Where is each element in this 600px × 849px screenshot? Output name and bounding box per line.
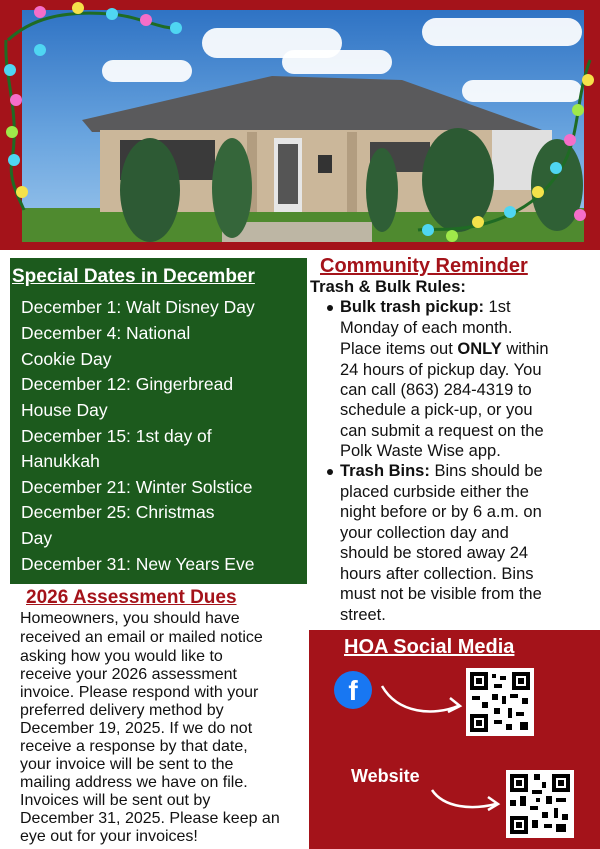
- date-line: House Day: [21, 400, 108, 420]
- bins-rule-line: must not be visible from the: [340, 585, 542, 603]
- bullet-icon: [327, 305, 333, 311]
- facebook-qr-code[interactable]: [466, 668, 534, 736]
- bins-rule-line: hours after collection. Bins: [340, 565, 534, 583]
- bulk-rule-line: can call (863) 284-4319 to: [340, 381, 532, 399]
- date-line: December 21: Winter Solstice: [21, 477, 253, 497]
- bins-rule-line: placed curbside either the: [340, 483, 529, 501]
- assessment-line: Invoices will be sent out by: [20, 792, 211, 809]
- assessment-line: asking how you would like to: [20, 648, 223, 665]
- holiday-lights: [0, 0, 600, 250]
- assessment-line: receive a response by that date,: [20, 738, 248, 755]
- assessment-line: preferred delivery method by: [20, 702, 224, 719]
- assessment-title: 2026 Assessment Dues: [26, 587, 237, 608]
- date-line: December 15: 1st day of: [21, 426, 212, 446]
- assessment-line: invoice. Please respond with your: [20, 684, 259, 701]
- bins-rule-line: Trash Bins: Bins should be: [340, 462, 543, 480]
- header-banner: [0, 0, 600, 250]
- social-media-title: HOA Social Media: [344, 636, 515, 658]
- bulk-rule-line: can submit a request on the: [340, 422, 544, 440]
- trash-bulk-subtitle: Trash & Bulk Rules:: [310, 278, 466, 296]
- website-qr-code[interactable]: [506, 770, 574, 838]
- date-line: Cookie Day: [21, 349, 112, 369]
- assessment-line: eye out for your invoices!: [20, 828, 198, 845]
- assessment-line: your invoice will be sent to the: [20, 756, 234, 773]
- website-label: Website: [351, 766, 420, 786]
- date-line: December 4: National: [21, 323, 191, 343]
- bulk-rule-line: Place items out ONLY within: [340, 340, 549, 358]
- bulk-rule-line: schedule a pick-up, or you: [340, 401, 533, 419]
- date-line: Day: [21, 528, 53, 548]
- community-reminder-title: Community Reminder: [320, 255, 528, 277]
- arrow-icon: [378, 680, 468, 720]
- arrow-icon: [428, 786, 508, 816]
- assessment-line: December 19, 2025. If we do not: [20, 720, 253, 737]
- bins-rule-line: your collection day and: [340, 524, 509, 542]
- bulk-rule-line: Monday of each month.: [340, 319, 513, 337]
- date-line: December 12: Gingerbread: [21, 374, 234, 394]
- date-line: December 1: Walt Disney Day: [21, 297, 255, 317]
- bulk-rule-line: Polk Waste Wise app.: [340, 442, 501, 460]
- special-dates-title: Special Dates in December: [12, 266, 255, 287]
- bins-rule-line: night before or by 6 a.m. on: [340, 503, 542, 521]
- date-line: December 31: New Years Eve: [21, 554, 255, 574]
- bulk-rule-line: Bulk trash pickup: 1st: [340, 298, 511, 316]
- assessment-line: received an email or mailed notice: [20, 629, 263, 646]
- date-line: December 25: Christmas: [21, 502, 215, 522]
- assessment-line: Homeowners, you should have: [20, 610, 240, 627]
- assessment-line: mailing address we have on file.: [20, 774, 248, 791]
- assessment-line: receive your 2026 assessment: [20, 666, 237, 683]
- bullet-icon: [327, 469, 333, 475]
- bins-rule-line: should be stored away 24: [340, 544, 529, 562]
- facebook-icon[interactable]: f: [334, 671, 372, 709]
- bulk-rule-line: 24 hours of pickup day. You: [340, 361, 542, 379]
- bins-rule-line: street.: [340, 606, 386, 624]
- date-line: Hanukkah: [21, 451, 100, 471]
- assessment-line: December 31, 2025. Please keep an: [20, 810, 280, 827]
